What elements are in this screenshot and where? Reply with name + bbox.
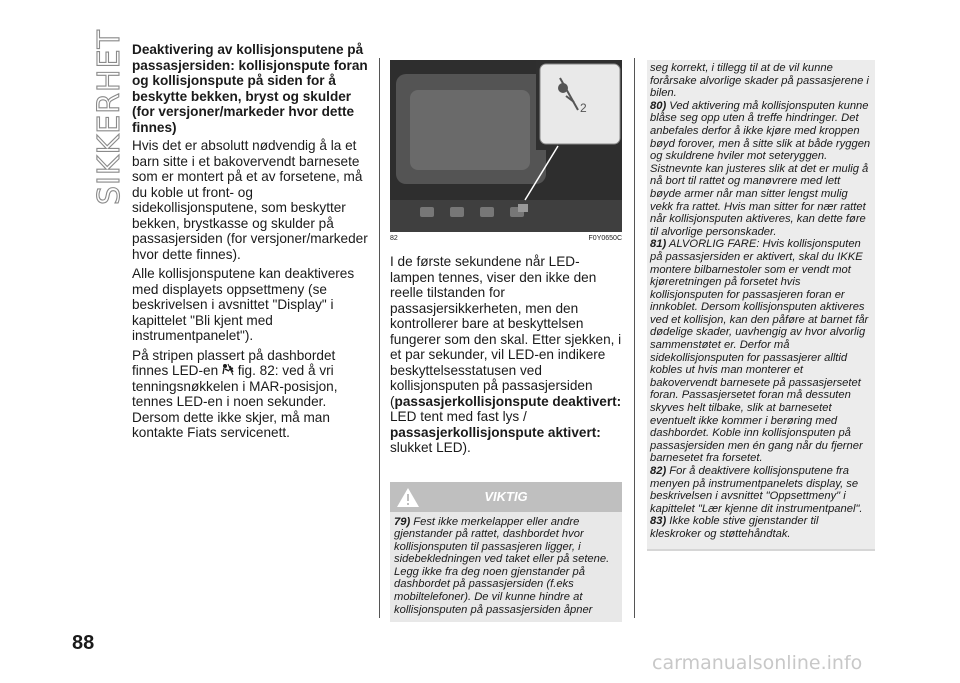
column-divider [379,58,380,618]
paragraph: Hvis det er absolutt nødvendig å la et barn sitte i et bakovervendt barnesete som er montert på et av forsetene, må du koble ut front- og sidekollisjonsputene, som beskytter bekken, brystkasse og skulder på passasjersiden (for versjoner/markeder hvor dette finnes). [132,138,368,262]
figure-caption [390,235,622,242]
paragraph-text: LED tent med fast lys / [390,409,527,424]
warning-continuation [647,60,875,551]
warning-triangle-icon [396,487,420,508]
note-number: 82) [650,465,667,477]
warning-header [390,482,622,512]
bold-label: passasjerkollisjonspute deaktivert: [394,393,622,409]
paragraph-text: I de første sekundene når LED-lampen tennes, viser den ikke den reelle tilstanden for passasjersikkerheten, men den kontrollerer bare at beskyttelsen fungerer som den skal. Etter sjekken, i et par sekunder, vil LED-en indikere beskyttelsesstatusen ved kollisjonsputen på passasjersiden ( [390,254,622,409]
note-text: ALVORLIG FARE: Hvis kollisjonsputen på passasjersiden er aktivert, skal du IKKE montere bilbarnestoler som er vendt mot kjøreretningen på forsetet hvis kollisjonsputen for passasjeren foran er innkoblet. Dersom kollisjonsputen aktiveres ved et kollisjon, kan den påføre at barnet får dødelige skader, uavhengig av hvor alvorlig sammenstøtet er. Derfor må sidekollisjonsputen for passasjerer alltid kobles ut hvis man monterer et bakovervendt barnesete på passasjersetet foran. Passasjersetet foran må dessuten skyves helt tilbake, slik at barnesetet eventuelt ikke kommer i berøring med dashbordet. Koble inn kollisjonsputen på passasjersiden men én gang når du fjerner barnesetet fra forsetet. [650,238,869,465]
svg-text:2: 2 [580,101,587,115]
note-text: For å deaktivere kollisjonsputene fra menyen på instrumentpanelets display, se beskrivelsen i avsnittet "Oppsettmeny" i kapittelet "Lær kjenne dit instrumentpanel". [650,465,863,515]
column-divider [634,58,635,618]
section-heading: Deaktivering av kollisjonsputene på passasjersiden: kollisjonspute foran og kollisjonspute på siden for å beskytte bekken, bryst og skulder (for versjoner/markeder hvor dette finnes) [132,42,368,135]
column-3 [647,60,875,551]
paragraph-text: fig. 82: ved å vri tenningsnøkkelen i MAR-posisjon, tennes LED-en i noen sekunder. Dersom dette ikke skjer, må man kontakte Fiats servicenett. [132,363,338,440]
warning-box [390,482,622,623]
warning-text [390,512,622,623]
paragraph [390,254,622,456]
watermark: carmanualsonline.info [652,652,863,674]
paragraph-text: På stripen plassert på dashbordet finnes LED-en [132,347,336,378]
figure-code: F0Y0650C [588,235,622,242]
note [650,515,872,540]
warning-title: VIKTIG [484,489,528,504]
note [650,100,872,239]
column-1 [132,42,368,445]
note-number: 83) [650,515,667,528]
figure-number: 82 [390,235,398,242]
note-text: Ved aktivering må kollisjonsputen kunne blåse seg opp uten å treffe hindringer. Det anbefales derfor å ikke kjøre med kroppen bøyd forover, men å sitte slik at både ryggen og skuldrene hviler mot seteryggen. Sistnevnte kan justeres slik at det er mulig å nå bort til rattet og manøvrere med lett bøyde armer når man sitter lengst mulig vekk fra rattet. Hvis man sitter for nær rattet når kollisjonsputen aktiveres, kan dette føre til alvorlige personskader. [650,99,871,238]
note-number: 79) [394,515,411,528]
airbag-off-icon [222,363,234,376]
note [650,465,872,515]
note-number: 81) [650,238,667,251]
page-number: 88 [72,632,95,654]
paragraph-text: slukket LED). [390,440,471,455]
bold-label: passasjerkollisjonspute aktivert: [390,424,601,440]
note-number: 80) [650,99,667,112]
note-text: Fest ikke merkelapper eller andre gjenstander på rattet, dashbordet hvor kollisjonsputen til passasjeren ligger, i sidebekledningen ved taket eller på setene. Legg ikke fra deg noen gjenstander på dashbordet på passasjersiden (f.eks mobiltelefoner). De vil kunne hindre at kollisjonsputen på passasjersiden åpner [394,515,610,616]
paragraph: Alle kollisjonsputene kan deaktiveres med displayets oppsettmeny (se beskrivelsen i avsnittet "Display" i kapittelet "Bli kjent med instrumentpanelet"). [132,266,355,343]
column-2 [390,60,622,622]
note: seg korrekt, i tillegg til at de vil kunne forårsake alvorlige skader på passasjerene i bilen. [650,62,869,100]
dashboard-illustration [390,60,622,232]
paragraph [132,348,368,441]
note-text: Ikke koble stive gjenstander til kleskroker og støttehåndtak. [650,515,819,540]
dashboard-figure [390,60,622,232]
section-tab: SIKKERHET [92,29,127,205]
note [650,238,872,465]
